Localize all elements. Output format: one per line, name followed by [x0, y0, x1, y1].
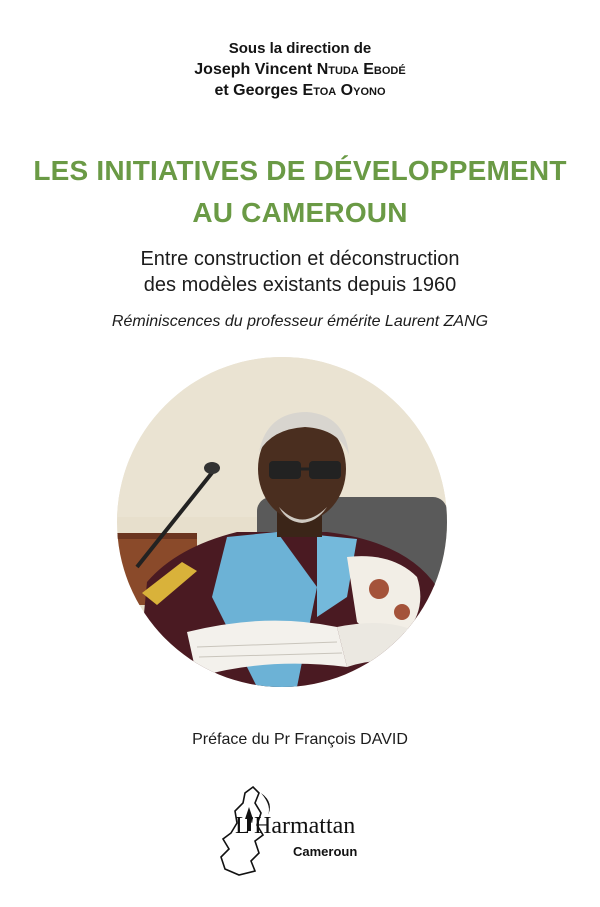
author-1-last-name: Ntuda Ebodé — [316, 61, 406, 78]
preface-line: Préface du Pr François DAVID — [192, 731, 408, 748]
publisher-logo — [215, 783, 395, 878]
subtitle-line-2: des modèles existants depuis 1960 — [143, 274, 457, 296]
author-2-first-name: Georges — [233, 82, 299, 99]
title-line-1: LES INITIATIVES DE DÉVELOPPEMENT — [33, 155, 567, 186]
publisher-subname: Cameroun — [293, 844, 358, 859]
book-title — [0, 150, 600, 234]
author-2-prefix: et — [214, 82, 229, 99]
authors-block — [0, 38, 600, 101]
author-2-last-name: Etoa Oyono — [302, 82, 386, 99]
subtitle-line-1: Entre construction et déconstruction — [140, 248, 460, 270]
author-1 — [0, 59, 600, 80]
reminiscences-line: Réminiscences du professeur émérite Laurent ZANG — [111, 313, 489, 330]
portrait-illustration — [117, 357, 447, 687]
title-line-2: AU CAMEROUN — [192, 197, 408, 228]
publisher-name: L'Harmattan — [235, 813, 356, 839]
author-2 — [0, 80, 600, 101]
direction-label: Sous la direction de — [228, 40, 372, 57]
cover-photo — [117, 357, 447, 687]
author-1-first-name: Joseph Vincent — [194, 61, 313, 78]
book-subtitle — [0, 246, 600, 298]
